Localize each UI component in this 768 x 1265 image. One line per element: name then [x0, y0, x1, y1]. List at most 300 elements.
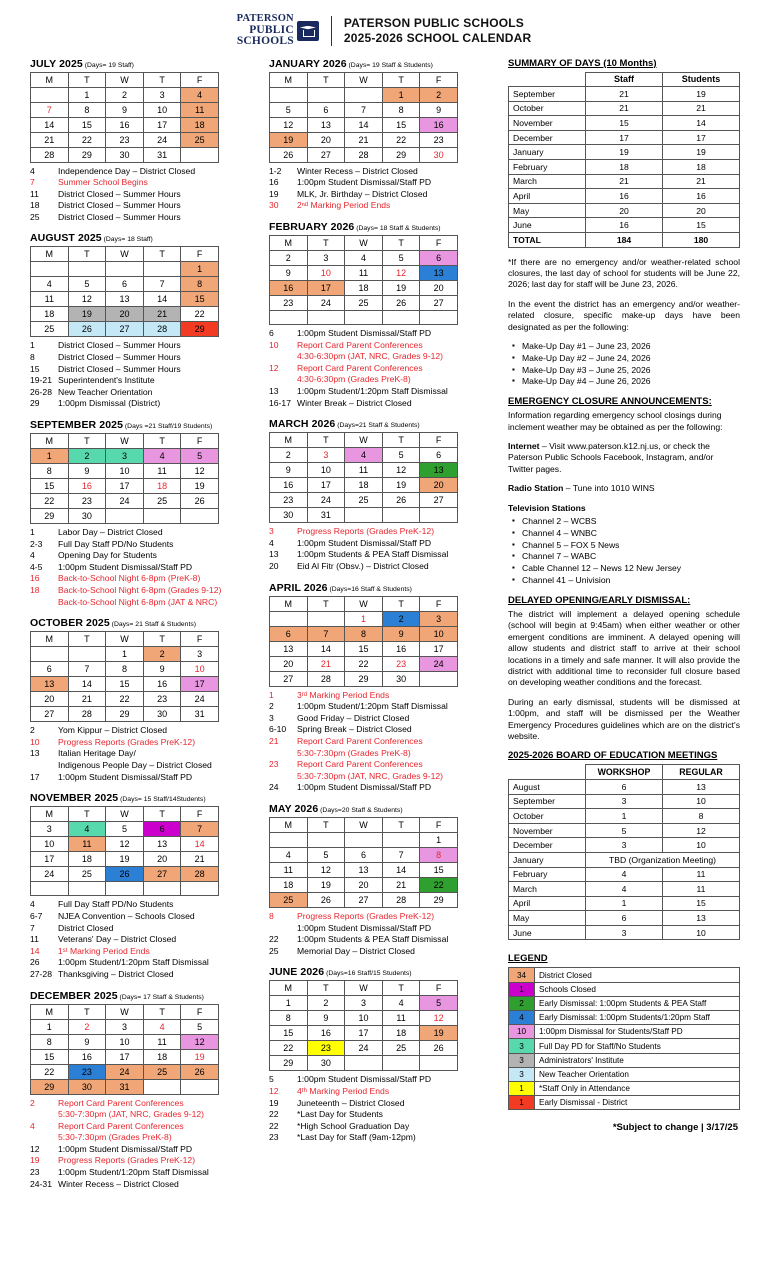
day-cell[interactable]: 4 — [382, 996, 420, 1011]
day-cell[interactable]: 22 — [68, 132, 106, 147]
day-cell[interactable]: 9 — [270, 265, 308, 280]
day-cell[interactable]: 16 — [270, 280, 308, 295]
day-cell[interactable]: 2 — [143, 647, 181, 662]
day-cell[interactable]: 6 — [31, 662, 69, 677]
day-cell[interactable]: 2 — [270, 448, 308, 463]
day-cell[interactable]: 22 — [345, 656, 383, 671]
day-cell[interactable]: 3 — [345, 996, 383, 1011]
day-cell[interactable]: 11 — [345, 265, 383, 280]
day-cell[interactable]: 29 — [181, 322, 219, 337]
day-cell[interactable]: 30 — [143, 707, 181, 722]
day-cell[interactable]: 25 — [345, 493, 383, 508]
day-cell[interactable]: 29 — [420, 892, 458, 907]
day-cell[interactable]: 24 — [420, 656, 458, 671]
day-cell[interactable]: 2 — [68, 449, 106, 464]
day-cell[interactable]: 16 — [420, 117, 458, 132]
day-cell[interactable]: 11 — [143, 464, 181, 479]
day-cell[interactable]: 20 — [307, 132, 345, 147]
day-cell[interactable]: 22 — [420, 877, 458, 892]
day-cell[interactable]: 26 — [307, 892, 345, 907]
day-cell[interactable]: 1 — [106, 647, 144, 662]
day-cell[interactable]: 26 — [420, 1041, 458, 1056]
summary-student-days: 16 — [663, 189, 740, 204]
day-cell[interactable]: 21 — [345, 132, 383, 147]
day-cell[interactable]: 3 — [106, 1019, 144, 1034]
day-cell[interactable]: 14 — [382, 862, 420, 877]
day-cell[interactable]: 18 — [68, 852, 106, 867]
day-cell[interactable]: 9 — [270, 463, 308, 478]
day-cell[interactable]: 2 — [307, 996, 345, 1011]
day-cell[interactable]: 23 — [270, 493, 308, 508]
day-cell[interactable]: 26 — [106, 867, 144, 882]
day-cell[interactable]: 30 — [420, 147, 458, 162]
day-cell[interactable]: 13 — [31, 677, 69, 692]
day-cell[interactable]: 17 — [181, 677, 219, 692]
day-cell[interactable]: 18 — [382, 1026, 420, 1041]
day-cell[interactable]: 12 — [181, 464, 219, 479]
day-cell[interactable]: 16 — [68, 479, 106, 494]
day-cell[interactable]: 30 — [270, 508, 308, 523]
day-cell[interactable]: 6 — [143, 822, 181, 837]
day-cell[interactable]: 27 — [420, 295, 458, 310]
day-cell[interactable]: 23 — [382, 656, 420, 671]
day-cell[interactable]: 30 — [307, 1056, 345, 1071]
month-note — [269, 690, 494, 702]
day-cell[interactable]: 2 — [270, 250, 308, 265]
day-cell[interactable]: 14 — [143, 292, 181, 307]
day-cell[interactable]: 11 — [68, 837, 106, 852]
day-cell[interactable]: 17 — [106, 479, 144, 494]
day-cell[interactable]: 27 — [270, 671, 308, 686]
day-cell[interactable]: 25 — [143, 494, 181, 509]
day-cell[interactable]: 5 — [382, 448, 420, 463]
legend-label: Early Dismissal - District — [535, 1096, 740, 1110]
day-cell[interactable]: 29 — [270, 1056, 308, 1071]
day-cell[interactable]: 5 — [181, 1019, 219, 1034]
day-cell[interactable]: 7 — [307, 626, 345, 641]
day-cell[interactable]: 17 — [420, 641, 458, 656]
day-cell[interactable]: 1 — [31, 449, 69, 464]
page-header — [0, 0, 768, 58]
day-cell[interactable]: 10 — [307, 265, 345, 280]
day-cell[interactable]: 4 — [68, 822, 106, 837]
day-cell[interactable]: 16 — [270, 478, 308, 493]
day-cell[interactable]: 19 — [181, 1049, 219, 1064]
day-cell[interactable]: 17 — [143, 117, 181, 132]
day-cell[interactable]: 27 — [420, 493, 458, 508]
day-cell[interactable]: 23 — [143, 692, 181, 707]
day-cell[interactable]: 4 — [345, 250, 383, 265]
day-cell[interactable]: 20 — [270, 656, 308, 671]
day-cell[interactable]: 29 — [345, 671, 383, 686]
day-cell[interactable]: 14 — [31, 117, 69, 132]
day-cell[interactable]: 28 — [307, 671, 345, 686]
day-cell[interactable]: 2 — [68, 1019, 106, 1034]
day-cell[interactable]: 21 — [143, 307, 181, 322]
day-cell[interactable]: 5 — [181, 449, 219, 464]
day-cell[interactable]: 27 — [345, 892, 383, 907]
day-cell[interactable]: 20 — [143, 852, 181, 867]
day-cell[interactable]: 24 — [106, 494, 144, 509]
boe-row — [509, 809, 740, 824]
day-cell[interactable]: 22 — [31, 1064, 69, 1079]
day-cell[interactable]: 8 — [345, 626, 383, 641]
day-cell[interactable]: 24 — [31, 867, 69, 882]
day-cell[interactable]: 23 — [68, 494, 106, 509]
day-cell[interactable]: 21 — [382, 877, 420, 892]
day-cell[interactable]: 11 — [345, 463, 383, 478]
day-cell[interactable]: 21 — [181, 852, 219, 867]
day-cell[interactable]: 4 — [270, 847, 308, 862]
day-cell[interactable]: 28 — [345, 147, 383, 162]
day-cell[interactable]: 27 — [307, 147, 345, 162]
day-cell[interactable]: 13 — [106, 292, 144, 307]
day-cell[interactable]: 23 — [106, 132, 144, 147]
day-cell[interactable]: 28 — [31, 147, 69, 162]
day-cell[interactable]: 26 — [181, 1064, 219, 1079]
day-cell[interactable]: 9 — [68, 464, 106, 479]
day-cell[interactable]: 28 — [143, 322, 181, 337]
day-cell[interactable]: 27 — [106, 322, 144, 337]
day-cell[interactable]: 12 — [106, 837, 144, 852]
day-cell[interactable]: 1 — [31, 1019, 69, 1034]
day-cell[interactable]: 20 — [106, 307, 144, 322]
day-cell[interactable]: 13 — [420, 463, 458, 478]
tv-station-item: ▪ Channel 4 – WNBC — [522, 528, 740, 540]
day-cell[interactable]: 4 — [181, 87, 219, 102]
day-cell[interactable]: 4 — [143, 449, 181, 464]
day-cell[interactable]: 15 — [345, 641, 383, 656]
day-cell[interactable]: 31 — [143, 147, 181, 162]
day-cell[interactable]: 14 — [345, 117, 383, 132]
note-date: 16-17 — [269, 397, 291, 408]
day-cell[interactable]: 15 — [382, 117, 420, 132]
day-cell[interactable]: 22 — [181, 307, 219, 322]
day-cell[interactable]: 27 — [31, 707, 69, 722]
day-cell[interactable]: 16 — [143, 677, 181, 692]
day-cell[interactable]: 26 — [181, 494, 219, 509]
day-cell[interactable]: 11 — [270, 862, 308, 877]
day-cell[interactable]: 1 — [181, 262, 219, 277]
day-cell[interactable]: 23 — [307, 1041, 345, 1056]
day-cell[interactable]: 15 — [270, 1026, 308, 1041]
day-cell[interactable]: 3 — [181, 647, 219, 662]
day-cell[interactable]: 15 — [106, 677, 144, 692]
day-cell[interactable]: 27 — [143, 867, 181, 882]
day-cell[interactable]: 21 — [68, 692, 106, 707]
note-text: 1:00pm Dismissal (District) — [58, 398, 161, 409]
week-row — [270, 87, 458, 102]
day-cell[interactable]: 23 — [68, 1064, 106, 1079]
day-cell[interactable]: 10 — [420, 626, 458, 641]
day-cell[interactable]: 3 — [420, 611, 458, 626]
day-cell[interactable]: 29 — [106, 707, 144, 722]
day-cell[interactable]: 5 — [106, 822, 144, 837]
day-cell[interactable]: 16 — [68, 1049, 106, 1064]
day-cell[interactable]: 28 — [181, 867, 219, 882]
day-cell[interactable]: 19 — [181, 479, 219, 494]
day-cell[interactable]: 9 — [307, 1011, 345, 1026]
day-cell[interactable]: 26 — [382, 493, 420, 508]
day-cell[interactable]: 3 — [307, 250, 345, 265]
day-cell[interactable]: 10 — [307, 463, 345, 478]
day-cell[interactable]: 11 — [143, 1034, 181, 1049]
day-cell[interactable]: 21 — [307, 656, 345, 671]
month-title — [269, 803, 494, 815]
day-cell[interactable]: 2 — [106, 87, 144, 102]
legend-color-swatch: 1 — [509, 1096, 535, 1110]
day-cell[interactable]: 13 — [270, 641, 308, 656]
day-cell[interactable]: 24 — [345, 1041, 383, 1056]
day-cell[interactable]: 19 — [382, 280, 420, 295]
day-cell[interactable]: 11 — [31, 292, 69, 307]
day-cell[interactable]: 1 — [382, 87, 420, 102]
day-cell[interactable]: 8 — [270, 1011, 308, 1026]
day-cell[interactable]: 16 — [106, 117, 144, 132]
day-cell[interactable]: 7 — [382, 847, 420, 862]
day-cell[interactable]: 6 — [420, 250, 458, 265]
day-cell[interactable]: 25 — [31, 322, 69, 337]
day-cell[interactable]: 1 — [68, 87, 106, 102]
legend-row — [509, 996, 740, 1010]
day-cell[interactable]: 4 — [345, 448, 383, 463]
day-cell[interactable]: 18 — [143, 1049, 181, 1064]
note-text: Report Card Parent Conferences — [58, 1120, 184, 1131]
day-cell[interactable]: 15 — [68, 117, 106, 132]
note-date: 6-7 — [30, 910, 43, 921]
day-cell[interactable]: 6 — [307, 102, 345, 117]
day-cell[interactable]: 7 — [181, 822, 219, 837]
day-cell[interactable]: 3 — [307, 448, 345, 463]
day-cell[interactable]: 25 — [345, 295, 383, 310]
day-cell[interactable]: 17 — [31, 852, 69, 867]
day-cell[interactable]: 14 — [68, 677, 106, 692]
day-cell[interactable]: 9 — [106, 102, 144, 117]
note-date: 8 — [269, 910, 274, 921]
day-cell[interactable]: 9 — [143, 662, 181, 677]
day-cell[interactable]: 24 — [181, 692, 219, 707]
week-row — [270, 656, 458, 671]
day-cell[interactable]: 25 — [270, 892, 308, 907]
weekday-header: W — [106, 72, 144, 87]
day-cell[interactable]: 13 — [143, 837, 181, 852]
day-cell[interactable]: 3 — [106, 449, 144, 464]
week-row — [270, 892, 458, 907]
note-date: 16 — [30, 573, 40, 584]
day-cell[interactable]: 11 — [181, 102, 219, 117]
day-cell[interactable]: 22 — [106, 692, 144, 707]
day-cell[interactable]: 13 — [307, 117, 345, 132]
day-cell[interactable]: 24 — [307, 493, 345, 508]
weekday-header: M — [31, 632, 69, 647]
note-date: 16 — [269, 177, 279, 188]
day-cell[interactable]: 30 — [382, 671, 420, 686]
day-cell[interactable]: 22 — [31, 494, 69, 509]
day-cell[interactable]: 29 — [382, 147, 420, 162]
day-cell[interactable]: 22 — [382, 132, 420, 147]
weekday-header: T — [307, 981, 345, 996]
day-cell[interactable]: 19 — [270, 132, 308, 147]
day-cell[interactable]: 5 — [382, 250, 420, 265]
day-cell[interactable]: 30 — [106, 147, 144, 162]
day-cell[interactable]: 28 — [382, 892, 420, 907]
day-cell[interactable]: 11 — [382, 1011, 420, 1026]
day-cell[interactable]: 20 — [31, 692, 69, 707]
day-cell[interactable]: 4 — [31, 277, 69, 292]
day-cell[interactable]: 26 — [382, 295, 420, 310]
day-cell[interactable]: 8 — [420, 847, 458, 862]
legend-label: Early Dismissal: 1:00pm Students & PEA Staff — [535, 996, 740, 1010]
day-cell[interactable]: 21 — [31, 132, 69, 147]
day-cell[interactable]: 20 — [345, 877, 383, 892]
day-cell[interactable]: 10 — [31, 837, 69, 852]
day-cell[interactable]: 9 — [420, 102, 458, 117]
day-cell[interactable]: 10 — [181, 662, 219, 677]
day-cell[interactable]: 29 — [31, 1079, 69, 1094]
day-cell[interactable]: 29 — [31, 509, 69, 524]
day-cell[interactable]: 5 — [307, 847, 345, 862]
month-grid — [269, 980, 458, 1071]
day-cell[interactable]: 25 — [382, 1041, 420, 1056]
day-cell[interactable]: 8 — [382, 102, 420, 117]
day-cell[interactable]: 25 — [181, 132, 219, 147]
day-cell[interactable]: 20 — [420, 280, 458, 295]
weekday-header-row — [31, 247, 219, 262]
day-cell[interactable]: 16 — [382, 641, 420, 656]
note-text: 4:30-6:30pm (Grades PreK-8) — [297, 374, 411, 385]
day-cell[interactable]: 3 — [31, 822, 69, 837]
day-cell[interactable]: 19 — [68, 307, 106, 322]
day-cell[interactable]: 19 — [420, 1026, 458, 1041]
day-cell[interactable]: 10 — [143, 102, 181, 117]
day-cell[interactable]: 10 — [106, 464, 144, 479]
day-cell[interactable]: 13 — [420, 265, 458, 280]
day-cell[interactable]: 10 — [345, 1011, 383, 1026]
day-cell[interactable]: 16 — [307, 1026, 345, 1041]
week-row — [270, 250, 458, 265]
day-cell[interactable]: 29 — [68, 147, 106, 162]
day-cell[interactable]: 13 — [345, 862, 383, 877]
day-cell[interactable]: 17 — [307, 478, 345, 493]
note-text: Report Card Parent Conferences — [297, 362, 423, 373]
day-cell[interactable]: 12 — [382, 265, 420, 280]
day-cell[interactable]: 2 — [382, 611, 420, 626]
note-text: District Closed – Summer Hours — [58, 352, 181, 363]
day-cell[interactable]: 18 — [143, 479, 181, 494]
day-cell[interactable]: 9 — [68, 1034, 106, 1049]
day-cell[interactable]: 23 — [270, 295, 308, 310]
day-cell[interactable]: 10 — [106, 1034, 144, 1049]
day-cell[interactable]: 22 — [270, 1041, 308, 1056]
day-cell[interactable]: 24 — [106, 1064, 144, 1079]
day-cell[interactable]: 25 — [68, 867, 106, 882]
day-cell[interactable]: 17 — [345, 1026, 383, 1041]
day-cell[interactable]: 20 — [420, 478, 458, 493]
day-cell[interactable]: 19 — [382, 478, 420, 493]
day-cell[interactable]: 24 — [307, 295, 345, 310]
day-cell[interactable]: 17 — [307, 280, 345, 295]
day-cell[interactable]: 1 — [270, 996, 308, 1011]
day-cell[interactable]: 6 — [420, 448, 458, 463]
day-cell[interactable]: 26 — [68, 322, 106, 337]
day-cell[interactable]: 18 — [31, 307, 69, 322]
day-cell[interactable]: 7 — [68, 662, 106, 677]
day-cell[interactable]: 1 — [420, 832, 458, 847]
day-cell[interactable]: 6 — [270, 626, 308, 641]
day-cell[interactable]: 3 — [143, 87, 181, 102]
day-cell[interactable]: 31 — [181, 707, 219, 722]
day-cell[interactable]: 8 — [68, 102, 106, 117]
day-cell[interactable]: 5 — [68, 277, 106, 292]
day-cell[interactable]: 9 — [382, 626, 420, 641]
empty-day-cell — [181, 509, 219, 524]
month-title — [30, 58, 255, 70]
day-cell[interactable]: 18 — [345, 478, 383, 493]
day-cell[interactable]: 2 — [420, 87, 458, 102]
day-cell[interactable]: 15 — [181, 292, 219, 307]
day-cell[interactable]: 17 — [106, 1049, 144, 1064]
day-cell[interactable]: 18 — [270, 877, 308, 892]
day-cell[interactable]: 31 — [307, 508, 345, 523]
day-cell[interactable]: 30 — [68, 1079, 106, 1094]
day-cell[interactable]: 12 — [307, 862, 345, 877]
day-cell[interactable]: 14 — [307, 641, 345, 656]
note-date: 10 — [269, 339, 279, 350]
day-cell[interactable]: 8 — [31, 464, 69, 479]
day-cell[interactable]: 30 — [68, 509, 106, 524]
day-cell[interactable]: 23 — [420, 132, 458, 147]
day-cell[interactable]: 14 — [181, 837, 219, 852]
day-cell[interactable]: 19 — [307, 877, 345, 892]
day-cell[interactable]: 8 — [181, 277, 219, 292]
day-cell[interactable]: 12 — [270, 117, 308, 132]
day-cell[interactable]: 15 — [31, 1049, 69, 1064]
day-cell[interactable]: 12 — [68, 292, 106, 307]
day-cell[interactable]: 19 — [106, 852, 144, 867]
day-cell[interactable]: 7 — [143, 277, 181, 292]
day-cell[interactable]: 8 — [31, 1034, 69, 1049]
note-text: 1:00pm Student/1:20pm Staff Dismissal — [297, 386, 448, 397]
summary-student-days: 21 — [663, 174, 740, 189]
day-cell[interactable]: 24 — [143, 132, 181, 147]
note-date: 11 — [30, 934, 39, 945]
day-cell[interactable]: 18 — [181, 117, 219, 132]
empty-day-cell — [307, 87, 345, 102]
day-cell[interactable]: 31 — [106, 1079, 144, 1094]
note-text: *High School Graduation Day — [297, 1120, 410, 1131]
day-cell[interactable]: 1 — [345, 611, 383, 626]
day-cell[interactable]: 18 — [345, 280, 383, 295]
day-cell[interactable]: 4 — [143, 1019, 181, 1034]
day-cell[interactable]: 28 — [68, 707, 106, 722]
day-cell[interactable]: 5 — [270, 102, 308, 117]
day-cell[interactable]: 12 — [181, 1034, 219, 1049]
day-cell[interactable]: 6 — [345, 847, 383, 862]
day-cell[interactable]: 15 — [420, 862, 458, 877]
day-cell[interactable]: 25 — [143, 1064, 181, 1079]
weekday-header-row — [270, 72, 458, 87]
month-grid — [269, 235, 458, 325]
day-cell[interactable]: 15 — [31, 479, 69, 494]
day-cell[interactable]: 7 — [31, 102, 69, 117]
day-cell[interactable]: 8 — [106, 662, 144, 677]
day-cell[interactable]: 26 — [270, 147, 308, 162]
day-cell[interactable]: 7 — [345, 102, 383, 117]
day-cell[interactable]: 12 — [420, 1011, 458, 1026]
day-cell[interactable]: 12 — [382, 463, 420, 478]
day-cell[interactable]: 6 — [106, 277, 144, 292]
day-cell[interactable]: 5 — [420, 996, 458, 1011]
